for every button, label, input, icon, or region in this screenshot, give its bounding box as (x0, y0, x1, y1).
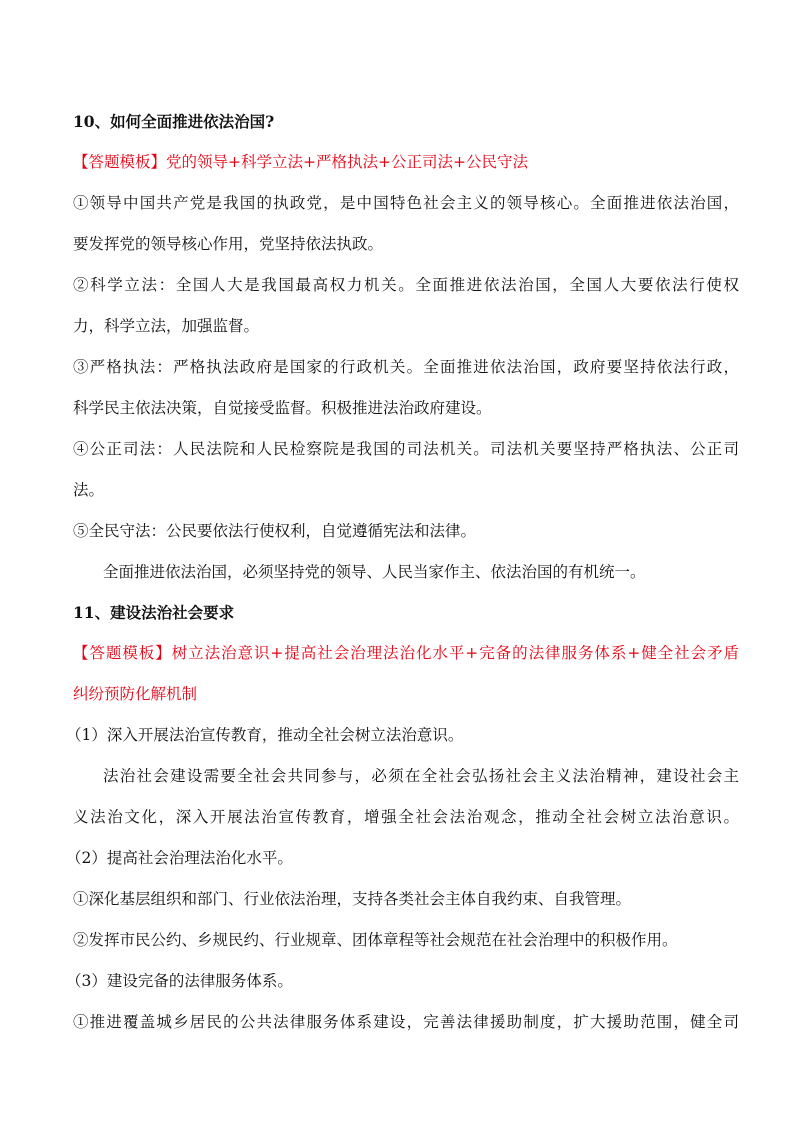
template-tag: 【答题模板】 (73, 153, 167, 171)
template-text: 树立法治意识+提高社会治理法治化水平+完备的法律服务体系+健全社会矛盾 (171, 644, 739, 662)
q11-section-1-body-line-2: 义法治文化，深入开展法治宣传教育，增强全社会法治观念，推动全社会树立法治意识。 (73, 808, 739, 826)
q11-section-1-body-line-1: 法治社会建设需要全社会共同参与，必须在全社会弘扬社会主义法治精神，建设社会主 (103, 767, 739, 785)
template-text: 党的领导+科学立法+严格执法+公正司法+公民守法 (166, 153, 528, 171)
q10-point-2-line-1: ②科学立法：全国人大是我国最高权力机关。全面推进依法治国，全国人大要依法行使权 (73, 276, 739, 294)
q11-section-2-point-1: ①深化基层组织和部门、行业依法治理，支持各类社会主体自我约束、自我管理。 (73, 890, 632, 908)
q11-section-3-point-1: ①推进覆盖城乡居民的公共法律服务体系建设，完善法律援助制度，扩大援助范围，健全司 (73, 1013, 739, 1031)
q11-section-2-point-2: ②发挥市民公约、乡规民约、行业规章、团体章程等社会规范在社会治理中的积极作用。 (73, 931, 678, 949)
q11-section-3-title: （3）建设完备的法律服务体系。 (66, 972, 293, 990)
q11-answer-template-line-1 (73, 643, 739, 663)
q11-section-1-title: （1）深入开展法治宣传教育，推动全社会树立法治意识。 (66, 726, 464, 744)
q10-point-5: ⑤全民守法：公民要依法行使权利，自觉遵循宪法和法律。 (73, 522, 477, 540)
q10-point-3-line-2: 科学民主依法决策，自觉接受监督。积极推进法治政府建设。 (73, 399, 492, 417)
q10-point-1-line-2: 要发挥党的领导核心作用，党坚持依法执政。 (73, 235, 384, 253)
q10-point-4-line-1: ④公正司法：人民法院和人民检察院是我国的司法机关。司法机关要坚持严格执法、公正司 (73, 440, 739, 458)
q10-point-4-line-2: 法。 (73, 481, 105, 499)
template-tag: 【答题模板】 (73, 644, 172, 662)
q10-point-2-line-2: 力，科学立法，加强监督。 (73, 317, 260, 335)
q11-section-2-title: （2）提高社会治理法治化水平。 (66, 849, 293, 867)
q11-answer-template-line-2: 纠纷预防化解机制 (73, 685, 198, 703)
q10-point-3-line-1: ③严格执法：严格执法政府是国家的行政机关。全面推进依法治国，政府要坚持依法行政， (73, 358, 739, 376)
q10-heading: 10、如何全面推进依法治国? (73, 112, 275, 131)
q10-summary: 全面推进依法治国，必须坚持党的领导、人民当家作主、依法治国的有机统一。 (103, 563, 646, 581)
q10-answer-template (73, 152, 528, 172)
q11-heading: 11、建设法治社会要求 (73, 603, 235, 622)
q10-point-1-line-1: ①领导中国共产党是我国的执政党，是中国特色社会主义的领导核心。全面推进依法治国， (73, 194, 739, 212)
